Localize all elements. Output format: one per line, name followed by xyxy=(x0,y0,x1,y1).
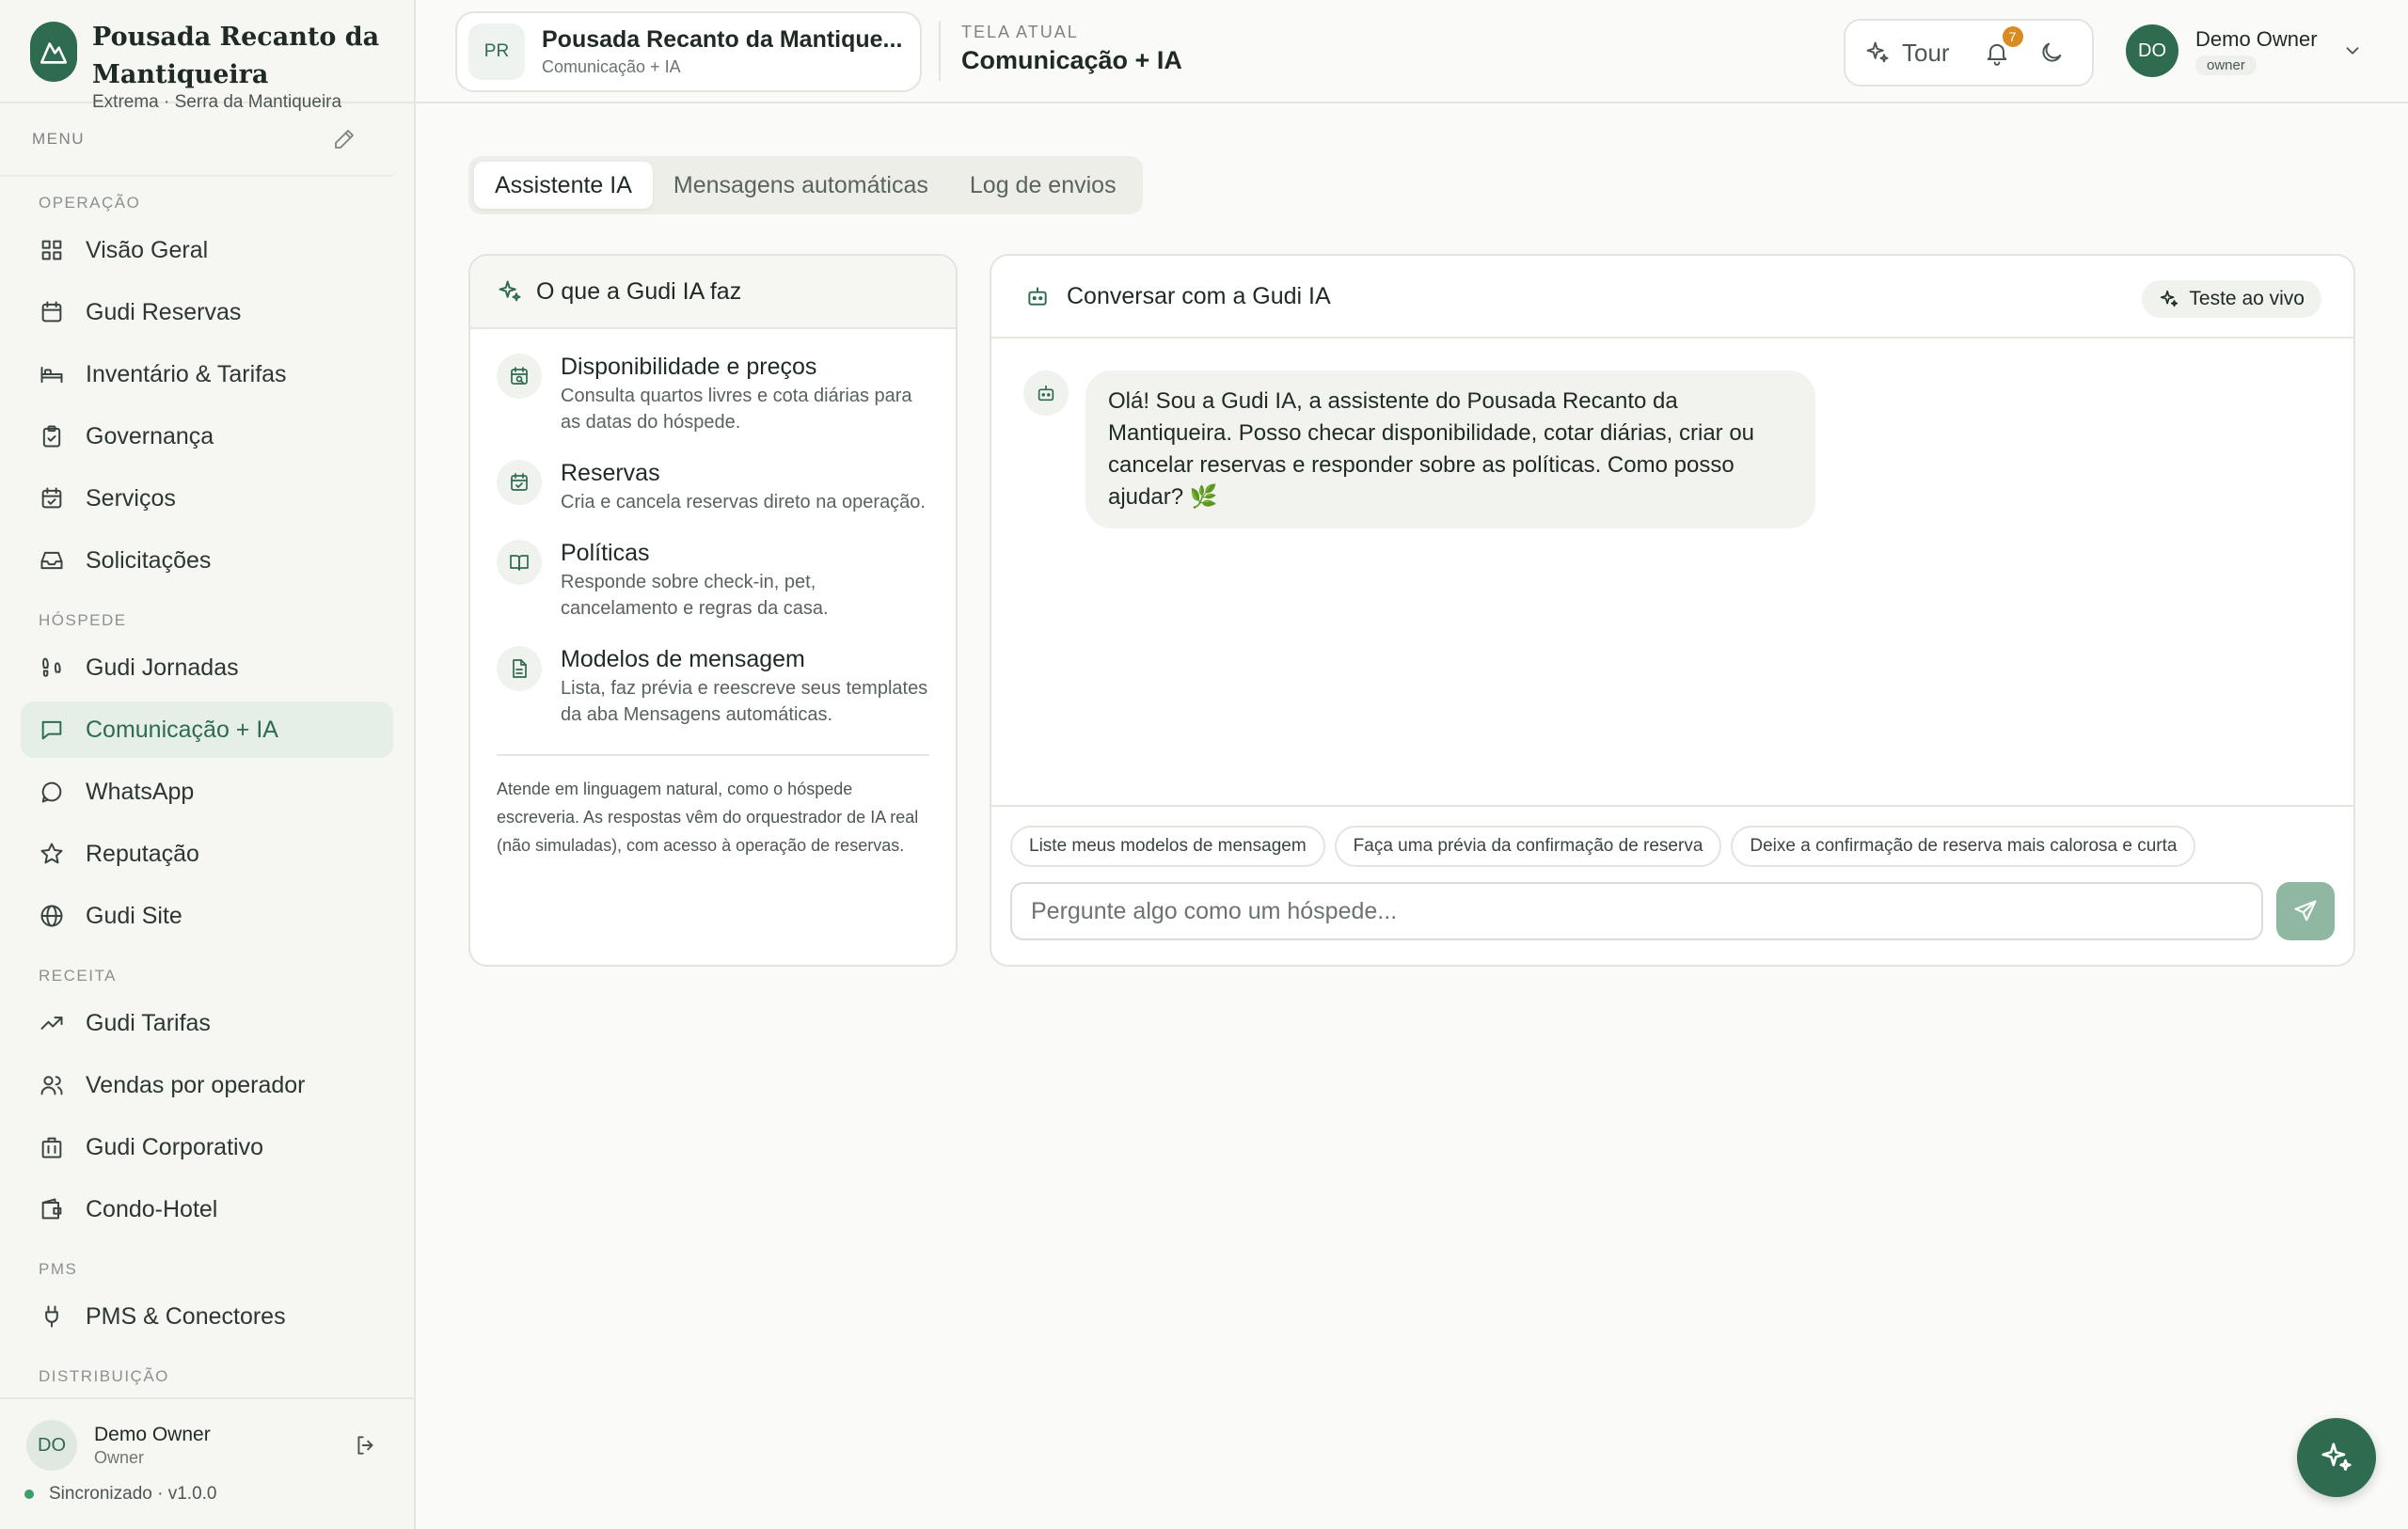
notifications-button[interactable] xyxy=(1984,29,2017,66)
send-button[interactable] xyxy=(2276,882,2335,940)
sync-text: Sincronizado · v1.0.0 xyxy=(49,1484,217,1504)
bed-icon xyxy=(39,361,65,387)
sidebar-item-governanca[interactable] xyxy=(21,408,393,465)
grid-icon xyxy=(39,237,65,263)
chat-input[interactable] xyxy=(1010,882,2263,940)
calendar-check-icon xyxy=(508,471,531,494)
mountain-icon xyxy=(38,36,70,68)
sidebar-item-label: Reputação xyxy=(86,840,199,867)
logout-button[interactable] xyxy=(354,1433,378,1458)
notification-count-badge: 7 xyxy=(2003,26,2023,47)
bot-avatar xyxy=(1023,370,1069,416)
feature-item xyxy=(470,354,956,435)
building-icon xyxy=(39,1134,65,1160)
nav-section-pms: PMS xyxy=(39,1260,78,1278)
feature-title: Disponibilidade e preços xyxy=(561,354,817,380)
trending-up-icon xyxy=(39,1010,65,1036)
sidebar-item-label: Gudi Tarifas xyxy=(86,1009,211,1036)
divider xyxy=(939,21,941,81)
sidebar-item-whatsapp[interactable] xyxy=(21,764,393,820)
menu-header xyxy=(0,103,393,177)
current-screen-label: TELA ATUAL xyxy=(961,23,1079,41)
sidebar-item-visao-geral[interactable] xyxy=(21,222,393,278)
logout-icon xyxy=(354,1433,378,1458)
send-icon xyxy=(2292,898,2319,924)
sidebar-item-vendas-por-operador[interactable] xyxy=(21,1057,393,1113)
theme-toggle-button[interactable] xyxy=(2038,39,2065,66)
user-name: Demo Owner xyxy=(94,1423,211,1445)
property-badge: PR xyxy=(468,24,525,80)
sparkles-icon xyxy=(2159,289,2179,309)
sidebar-item-pms-conectores[interactable] xyxy=(21,1288,393,1345)
tour-label: Tour xyxy=(1902,38,1950,67)
sidebar-item-label: Serviços xyxy=(86,484,176,512)
feature-item xyxy=(470,540,956,622)
tab-bar xyxy=(468,156,1143,214)
property-context: Comunicação + IA xyxy=(542,57,681,76)
sidebar-item-condo-hotel[interactable] xyxy=(21,1181,393,1237)
nav-section-hospede: HÓSPEDE xyxy=(39,611,127,629)
features-note: Atende em linguagem natural, como o hóspede escreveria. As respostas vêm do orquestrador de IA real (não simuladas), com acesso à operação de reservas. xyxy=(497,754,929,859)
chat-card xyxy=(990,254,2355,967)
file-text-icon xyxy=(508,657,531,680)
bot-message xyxy=(1023,370,1815,528)
feature-title: Políticas xyxy=(561,540,650,566)
suggestion-chip[interactable]: Faça uma prévia da confirmação de reserva xyxy=(1335,826,1722,867)
sidebar-item-label: Gudi Corporativo xyxy=(86,1133,263,1160)
bot-icon xyxy=(1036,383,1056,403)
sidebar-item-label: Governança xyxy=(86,422,214,449)
sidebar-item-label: Vendas por operador xyxy=(86,1071,306,1098)
current-screen-value: Comunicação + IA xyxy=(961,46,1182,74)
status-dot xyxy=(24,1490,34,1499)
pencil-icon xyxy=(333,128,356,150)
feature-description: Consulta quartos livres e cota diárias para as datas do hóspede. xyxy=(561,386,912,433)
sidebar-item-gudi-corporativo[interactable] xyxy=(21,1119,393,1175)
feature-icon xyxy=(497,354,542,399)
account-role-badge: owner xyxy=(2195,55,2257,75)
sidebar-nav xyxy=(0,177,414,1395)
suggestion-chip[interactable]: Deixe a confirmação de reserva mais calorosa e curta xyxy=(1731,826,2195,867)
sidebar-item-reputacao[interactable] xyxy=(21,826,393,882)
bot-icon xyxy=(1025,284,1050,308)
sync-status xyxy=(0,1471,414,1505)
feature-icon xyxy=(497,460,542,505)
ai-assistant-fab[interactable] xyxy=(2297,1418,2376,1497)
wallet-icon xyxy=(39,1196,65,1222)
inbox-icon xyxy=(39,547,65,574)
calendar-check-icon xyxy=(39,485,65,512)
users-icon xyxy=(39,1072,65,1098)
clipboard-icon xyxy=(39,423,65,449)
nav-section-distribuicao: DISTRIBUIÇÃO xyxy=(39,1367,169,1385)
feature-item xyxy=(470,646,956,728)
sidebar-item-solicitacoes[interactable] xyxy=(21,532,393,589)
suggestion-chips xyxy=(991,807,2353,867)
calendar-icon xyxy=(39,299,65,325)
features-card xyxy=(468,254,958,967)
sidebar-item-label: Solicitações xyxy=(86,546,212,574)
sidebar-item-servicos[interactable] xyxy=(21,470,393,527)
book-open-icon xyxy=(508,551,531,574)
sidebar-item-label: Gudi Jornadas xyxy=(86,654,239,681)
message-square-icon xyxy=(39,717,65,743)
features-title: O que a Gudi IA faz xyxy=(536,277,742,305)
live-test-label: Teste ao vivo xyxy=(2189,288,2305,309)
sidebar-item-inventario-tarifas[interactable] xyxy=(21,346,393,402)
feature-description: Responde sobre check-in, pet, cancelamento e regras da casa. xyxy=(561,572,829,619)
brand-logo[interactable] xyxy=(30,22,77,82)
sidebar-item-label: Condo-Hotel xyxy=(86,1195,218,1222)
feature-title: Reservas xyxy=(561,460,660,486)
tab-log-de-envios[interactable]: Log de envios xyxy=(969,171,1117,198)
moon-icon xyxy=(2038,39,2065,66)
sidebar-item-label: WhatsApp xyxy=(86,778,195,805)
chevron-down-icon xyxy=(2342,40,2363,61)
tour-button[interactable] xyxy=(1846,39,1950,68)
sidebar-item-label: Comunicação + IA xyxy=(86,716,278,743)
feature-description: Lista, faz prévia e reescreve seus templates da aba Mensagens automáticas. xyxy=(561,678,928,725)
feature-icon xyxy=(497,540,542,585)
nav-section-operacao: OPERAÇÃO xyxy=(39,194,141,212)
feature-title: Modelos de mensagem xyxy=(561,646,805,672)
features-header xyxy=(470,256,956,329)
account-menu[interactable] xyxy=(2126,24,2363,77)
sparkles-icon xyxy=(1864,39,1891,66)
feature-item xyxy=(470,460,956,515)
message-circle-icon xyxy=(39,779,65,805)
menu-label: MENU xyxy=(32,130,86,148)
sidebar xyxy=(0,0,416,1529)
current-screen xyxy=(961,23,1182,75)
sidebar-item-label: Inventário & Tarifas xyxy=(86,360,287,387)
sidebar-item-label: PMS & Conectores xyxy=(86,1302,286,1330)
globe-icon xyxy=(39,903,65,929)
sidebar-item-gudi-tarifas[interactable] xyxy=(21,995,393,1051)
features-list xyxy=(470,354,956,728)
topbar xyxy=(416,0,2408,103)
property-switcher[interactable] xyxy=(455,11,922,92)
plug-icon xyxy=(39,1303,65,1330)
sidebar-item-label: Gudi Site xyxy=(86,902,182,929)
avatar[interactable]: DO xyxy=(26,1420,77,1471)
brand xyxy=(0,0,414,112)
sidebar-item-label: Gudi Reservas xyxy=(86,298,242,325)
brand-subtitle: Extrema · Serra da Mantiqueira xyxy=(92,92,342,112)
property-name: Pousada Recanto da Mantique... xyxy=(542,26,903,53)
footprints-icon xyxy=(39,654,65,681)
sparkles-icon xyxy=(497,278,523,305)
sidebar-item-gudi-reservas[interactable] xyxy=(21,284,393,340)
sidebar-item-comunicacao-ia[interactable] xyxy=(21,701,393,758)
account-name: Demo Owner xyxy=(2195,26,2318,51)
sidebar-item-gudi-site[interactable] xyxy=(21,888,393,944)
star-icon xyxy=(39,841,65,867)
live-test-badge xyxy=(2142,280,2321,318)
sparkles-icon xyxy=(2319,1440,2354,1475)
calendar-search-icon xyxy=(508,365,531,387)
feature-description: Cria e cancela reservas direto na operação. xyxy=(561,492,926,512)
sidebar-footer xyxy=(0,1397,414,1529)
sidebar-item-gudi-jornadas[interactable] xyxy=(21,639,393,696)
nav-section-receita: RECEITA xyxy=(39,967,117,985)
account-avatar: DO xyxy=(2126,24,2178,77)
feature-icon xyxy=(497,646,542,691)
user-role: Owner xyxy=(94,1447,145,1467)
message-bubble: Olá! Sou a Gudi IA, a assistente do Pousada Recanto da Mantiqueira. Posso checar disponibilidade, cotar diárias, criar ou cancelar reservas e responder sobre as políticas. Como posso ajudar? 🌿 xyxy=(1085,370,1815,528)
chat-title: Conversar com a Gudi IA xyxy=(1067,282,1331,309)
edit-menu-button[interactable] xyxy=(333,128,356,150)
chat-composer xyxy=(991,805,2353,965)
suggestion-chip[interactable]: Liste meus modelos de mensagem xyxy=(1010,826,1325,867)
tab-assistente-ia[interactable]: Assistente IA xyxy=(474,162,653,209)
tab-mensagens-automaticas[interactable]: Mensagens automáticas xyxy=(673,171,928,198)
brand-name: Pousada Recanto da Mantiqueira xyxy=(92,23,380,89)
sidebar-item-label: Visão Geral xyxy=(86,236,209,263)
toolbar xyxy=(1844,19,2094,87)
